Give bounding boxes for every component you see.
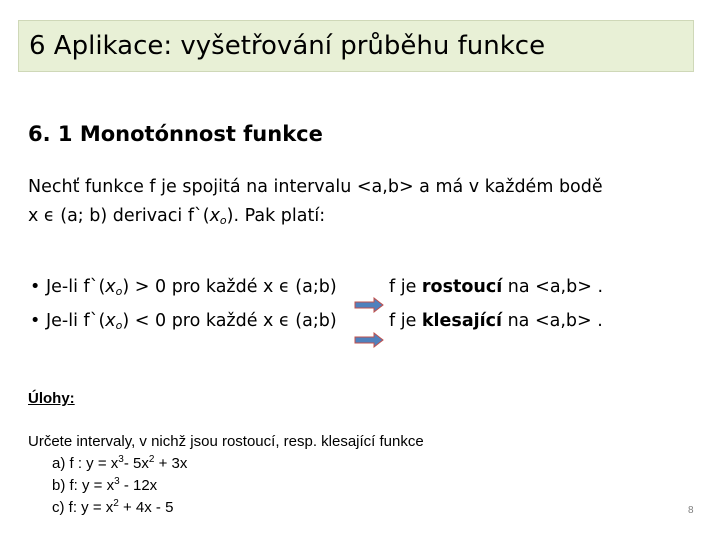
title-bar <box>18 20 694 72</box>
intro-text-a: x ϵ (a; b) derivaci f`( <box>28 206 210 226</box>
intro-line-1: Nechť funkce f je spojitá na intervalu <a,b> a má v každém bodě <box>28 177 603 197</box>
task-exponent-1: 2 <box>113 498 119 509</box>
rule-variable: x <box>105 277 116 297</box>
rule-cond-b: ) < 0 pro každé x ϵ (a;b) <box>122 311 337 331</box>
task-text-c: + 3x <box>154 455 188 472</box>
result-text-a: f je <box>389 277 422 297</box>
task-exponent-1: 3 <box>114 476 120 487</box>
result-text-b: na <a,b> . <box>502 277 604 297</box>
intro-line-2 <box>28 202 678 231</box>
page-number: 8 <box>688 505 694 516</box>
task-c <box>52 497 173 518</box>
intro-paragraph <box>28 173 678 231</box>
result-bold-term: rostoucí <box>421 277 503 297</box>
slide-title: 6 Aplikace: vyšetřování průběhu funkce <box>29 31 546 61</box>
result-text-a: f je <box>389 311 422 331</box>
bullet: • <box>30 277 41 297</box>
task-text-b: - 5x <box>123 455 149 472</box>
rule-cond-a: Je-li f`( <box>46 311 106 331</box>
result-bold-term: klesající <box>421 311 503 331</box>
rule-cond-b: ) > 0 pro každé x ϵ (a;b) <box>122 277 337 297</box>
result-text-b: na <a,b> . <box>502 311 603 331</box>
intro-variable: x <box>209 206 220 226</box>
tasks-heading: Úlohy: <box>28 390 75 407</box>
rule-decreasing-condition <box>30 306 337 336</box>
intro-text-b: ). Pak platí: <box>226 206 326 226</box>
task-text-b: + 4x - 5 <box>118 499 174 516</box>
rule-increasing-condition <box>30 272 337 302</box>
rule-decreasing-result <box>389 306 603 336</box>
task-exponent-1: 3 <box>118 454 124 465</box>
rule-subscript: o <box>115 285 123 298</box>
task-text-a: c) f: y = x <box>52 499 114 516</box>
bullet: • <box>30 311 41 331</box>
rule-cond-a: Je-li f`( <box>46 277 106 297</box>
task-text-a: a) f : y = x <box>52 455 119 472</box>
task-text-b: - 12x <box>119 477 158 494</box>
intro-subscript: o <box>219 214 227 227</box>
task-b <box>52 475 157 496</box>
rule-increasing-result <box>389 272 603 302</box>
task-a <box>52 453 187 474</box>
task-text-a: b) f: y = x <box>52 477 115 494</box>
rule-variable: x <box>105 311 116 331</box>
tasks-intro: Určete intervaly, v nichž jsou rostoucí, resp. klesající funkce <box>28 433 424 450</box>
section-heading: 6. 1 Monotónnost funkce <box>28 122 323 146</box>
implies-arrow-icon <box>354 332 384 348</box>
rule-subscript: o <box>115 319 123 332</box>
implies-arrow-icon <box>354 297 384 313</box>
task-exponent-2: 2 <box>148 454 155 465</box>
